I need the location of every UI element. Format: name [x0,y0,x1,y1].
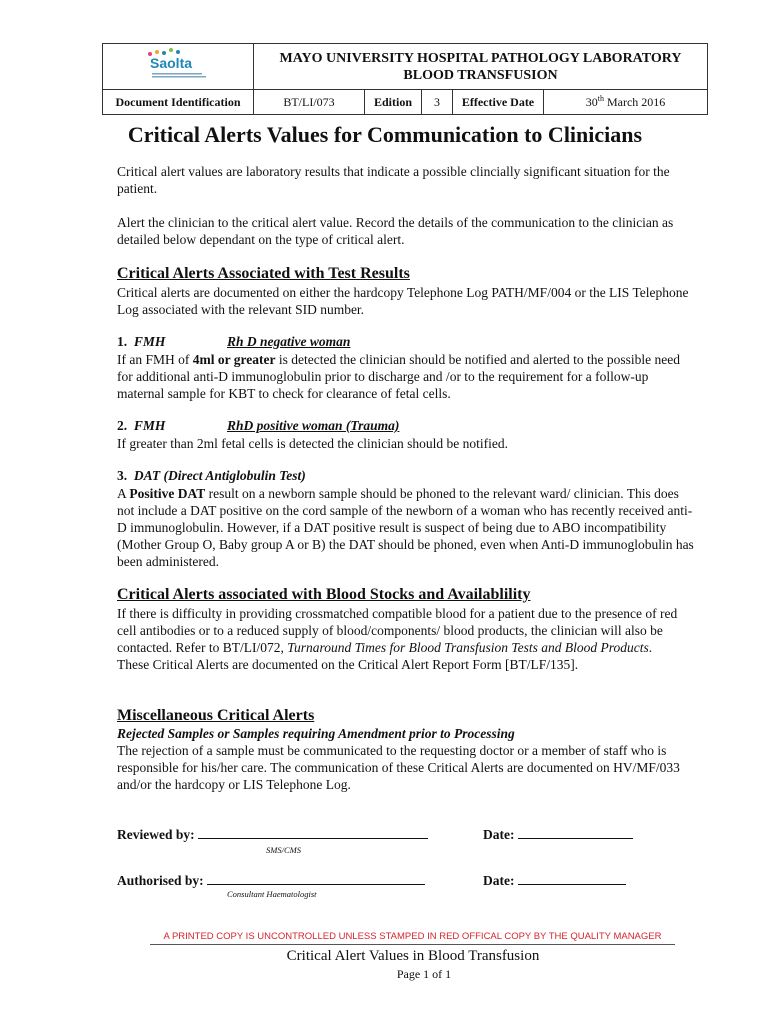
authorised-by: Authorised by: [117,872,425,889]
authorised-date-line[interactable] [518,872,626,885]
item-1-heading: 1. FMH Rh D negative woman [117,334,351,349]
logo-subtext-icon [152,72,208,80]
section-3-subheading: Rejected Samples or Samples requiring Amendment prior to Processing [117,726,515,741]
uncontrolled-copy-note: A PRINTED COPY IS UNCONTROLLED UNLESS STAMPED IN RED OFFICAL COPY BY THE QUALITY MANAGER [150,931,675,945]
item-3-heading: 3. DAT (Direct Antiglobulin Test) [117,468,306,483]
footer-doc-title: Critical Alert Values in Blood Transfusion [286,948,540,964]
logo-text: Saolta [150,55,193,71]
item-2-heading: 2. FMH RhD positive woman (Trauma) [117,418,400,433]
intro-paragraph-2: Alert the clinician to the critical alert value. Record the details of the communication to the clinician as detailed below dependant on the type of critical alert. [117,215,674,247]
item-2-subheading: RhD positive woman (Trauma) [227,418,400,433]
logo-cell [103,44,254,90]
item-2-text: If greater than 2ml fetal cells is detected the clinician should be notified. [117,436,508,451]
document-header [102,43,708,115]
doc-code: BT/LI/073 [254,90,365,115]
section-3-text: The rejection of a sample must be communicated to the requesting doctor or a member of staff who is responsible for his/her care. The communication of these Critical Alerts are documented on HV/MF/033 and/or the hardcopy or LIS Telephone Log. [117,743,680,792]
reviewed-role: SMS/CMS [266,845,301,855]
page-number: Page 1 of 1 [396,967,452,981]
authorised-date: Date: [483,872,626,889]
section-1-text: Critical alerts are documented on either the hardcopy Telephone Log PATH/MF/004 or the LIS Telephone Log associated with the relevant SID number. [117,285,689,317]
item-1-text: If an FMH of 4ml or greater is detected the clinician should be notified and alerted to the possible need for additional anti-D immunoglobulin prior to discharge and /or to the requirement for a follow-up maternal sample for KBT to check for clearance of fetal cells. [117,352,680,401]
org-line-1: MAYO UNIVERSITY HOSPITAL PATHOLOGY LABORATORY [279,50,682,66]
reviewed-date: Date: [483,826,633,843]
intro-paragraph-1: Critical alert values are laboratory results that indicate a possible clincially significant situation for the patient. [117,164,670,196]
item-3-text: A Positive DAT result on a newborn sample should be phoned to the relevant ward/ clinician. This does not include a DAT positive on the cord sample of the newborn of a woman who has recently received anti-D immunoglobulin. However, if a DAT positive result is suspect of being due to ABO incompatibility (Mother Group O, Baby group A or B) the DAT should be phoned, even when Anti-D immunoglobulin has been administered. [117,486,694,569]
saolta-logo [138,45,218,83]
section-heading-blood-stocks: Critical Alerts associated with Blood Stocks and Availablility [117,586,531,603]
item-1-subheading: Rh D negative woman [227,334,351,349]
section-heading-misc: Miscellaneous Critical Alerts [117,707,315,724]
edition-label: Edition [365,90,422,115]
effective-date-label: Effective Date [453,90,544,115]
effective-date-value: 30th March 2016 [544,90,708,115]
section-heading-test-results: Critical Alerts Associated with Test Results [117,265,410,282]
authorised-role: Consultant Haematologist [227,889,317,899]
section-2-text: If there is difficulty in providing crossmatched compatible blood for a patient due to the presence of red cell antibodies or to a reduced supply of blood/components/ blood products, the clinician will also be contacted. Refer to BT/LI/072, Turnaround Times for Blood Transfusion Tests and Blood Products. These Critical Alerts are documented on the Critical Alert Report Form [BT/LF/135]. [117,606,678,672]
doc-id-label: Document Identification [103,90,254,115]
edition-value: 3 [422,90,453,115]
reviewed-by: Reviewed by: [117,826,428,843]
authorised-by-line[interactable] [207,872,425,885]
org-line-2: BLOOD TRANSFUSION [403,67,558,83]
org-title [254,44,708,90]
reviewed-date-line[interactable] [518,826,633,839]
reviewed-by-line[interactable] [198,826,428,839]
page-title: Critical Alerts Values for Communication to Clinicians [127,122,643,147]
